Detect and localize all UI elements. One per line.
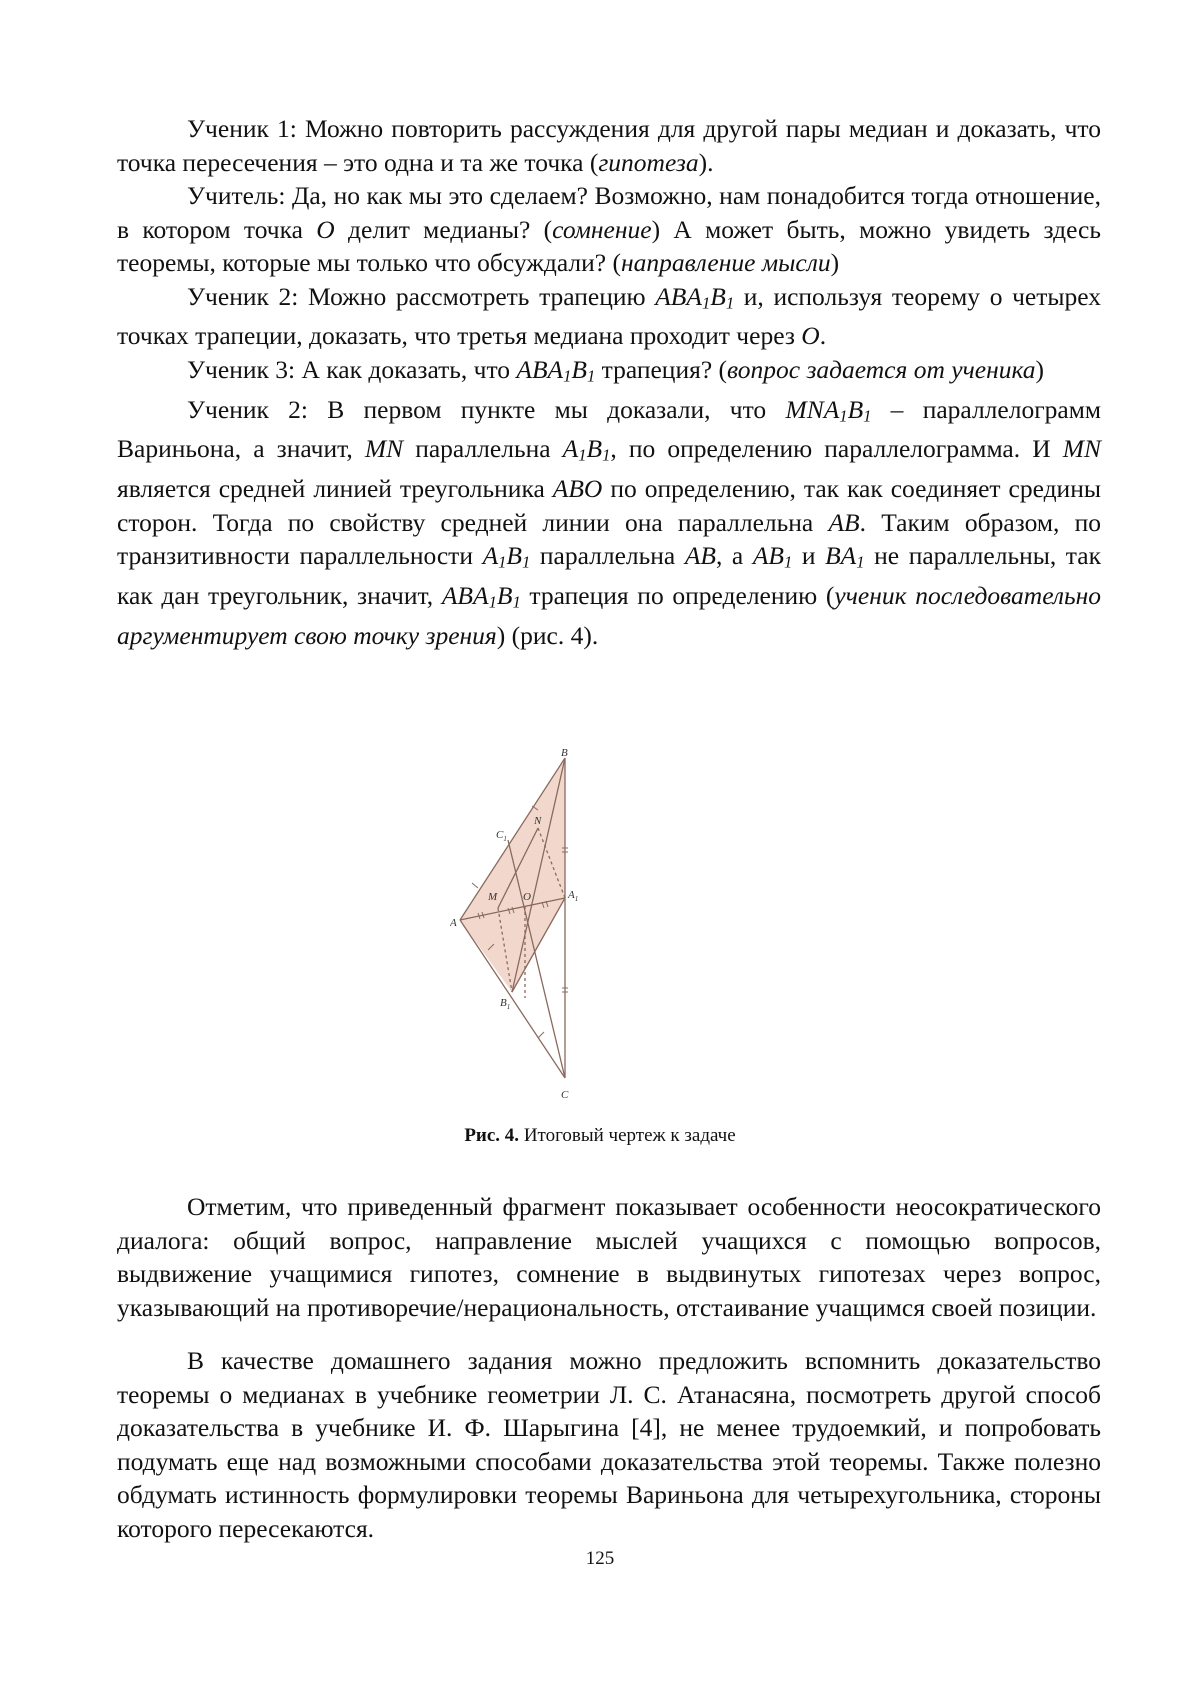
math: MN	[1062, 434, 1101, 464]
paragraph-teacher	[117, 179, 1101, 280]
text: и	[792, 541, 826, 571]
math: $A_1B_1$	[562, 434, 611, 465]
note: направление мысли	[620, 248, 831, 277]
text: по определению, так как соединяет средины сторон. Тогда по свойству средней линии она параллельна	[117, 474, 1101, 537]
math: $ABA_1B_1$	[516, 354, 596, 386]
math: O	[316, 214, 335, 244]
paragraph-homework: В качестве домашнего задания можно предложить вспомнить доказательство теоремы о медианах в учебнике геометрии Л. С. Атанасяна, посмотреть другой способ доказательства в учебнике И. Ф. Шарыгина [4], не менее трудоемкий, и попробовать подумать еще над возможными способами доказательства этой теоремы. Также полезно обдумать истинность формулировки теоремы Вариньона для четырехугольника, стороны которого пересекаются.	[117, 1346, 1101, 1543]
text: Можно рассмотреть трапецию	[298, 281, 656, 311]
label-n: N	[534, 815, 542, 827]
text: , по определению параллелограмма. И	[610, 434, 1063, 464]
math: $BA_1$	[825, 541, 865, 572]
page-number: 125	[585, 1548, 615, 1569]
paragraph-student2-b	[117, 393, 1101, 653]
caption-text: Итоговый чертеж к задаче	[519, 1125, 736, 1146]
text: ) (рис. 4).	[496, 620, 599, 650]
math: $ABA_1B_1$	[441, 581, 521, 612]
math: $AB_1$	[752, 541, 793, 572]
math: AB	[828, 507, 860, 537]
math: $MNA_1B_1$	[785, 394, 872, 425]
figure-triangle-diagram	[450, 748, 650, 1108]
text: А как доказать, что	[295, 354, 517, 384]
math: ABO	[552, 474, 603, 504]
trapezoid-fill	[460, 758, 565, 992]
speaker: Ученик 2:	[187, 281, 299, 311]
text: Да, но как мы это сделаем? Возможно, нам понадобится тогда отношение, в котором точка	[117, 181, 1101, 244]
text: )	[1035, 354, 1045, 384]
math: $A_1B_1$	[482, 541, 531, 572]
text: , а	[715, 541, 753, 571]
paragraph-conclusion: Отметим, что приведенный фрагмент показывает особенности неосократического диалога: общий вопрос, направление мыслей учащихся с помощью вопросов, выдвижение учащимися гипотез, сомнение в выдвинутых гипотезах через вопрос, указывающий на противоречие/нерациональность, отстаивание учащимся своей позиции.	[117, 1192, 1101, 1322]
text: В первом пункте мы доказали, что	[307, 394, 786, 424]
note: сомнение	[552, 214, 652, 244]
math: O	[801, 321, 820, 351]
text: . Таким образом, по транзитивности параллельности	[117, 507, 1101, 571]
text: )	[830, 248, 840, 277]
text: параллельна	[403, 434, 563, 464]
diagram-svg	[450, 748, 650, 1108]
label-c1: $C_1$	[496, 829, 507, 843]
text: трапеция по определению (	[520, 581, 835, 611]
note: ученик последовательно аргументирует свою точку зрения	[117, 581, 1102, 650]
lower-text	[117, 1190, 1101, 1545]
speaker: Ученик 3:	[187, 354, 296, 384]
math: MN	[364, 434, 404, 464]
text: трапеция? (	[595, 354, 728, 384]
upper-text	[117, 112, 1101, 652]
note: вопрос задается от ученика	[727, 354, 1036, 384]
speaker: Ученик 2:	[187, 394, 308, 424]
text: является средней линией треугольника	[117, 474, 553, 504]
speaker: Учитель:	[187, 181, 286, 210]
label-c: C	[561, 1089, 569, 1101]
text: ) А может быть, можно увидеть здесь теоремы, которые мы только что обсуждали? (	[117, 214, 1101, 277]
paragraph-student2-a	[117, 280, 1101, 353]
math: $ABA_1B_1$	[655, 281, 735, 312]
text: делит медианы? (	[334, 214, 553, 244]
text: – параллелограмм Вариньона, а значит,	[117, 394, 1102, 464]
paragraph-student1	[117, 112, 1101, 179]
label-b: B	[561, 748, 568, 759]
text: и, используя теорему о четырех точках трапеции, доказать, что третья медиана проходит через	[117, 281, 1101, 351]
caption-label: Рис. 4.	[464, 1125, 520, 1146]
text: не параллельны, так как дан треугольник, значит,	[117, 541, 1101, 611]
text: параллельна	[530, 541, 685, 571]
label-a1: $A_1$	[568, 889, 579, 903]
figure-caption	[0, 1125, 1200, 1147]
label-o: O	[523, 891, 531, 903]
speaker: Ученик 1:	[187, 114, 297, 143]
label-m: M	[488, 891, 498, 903]
text: ).	[698, 147, 714, 177]
text: .	[819, 321, 827, 351]
label-b1: $B_1$	[500, 997, 511, 1011]
math: AB	[684, 541, 716, 571]
paragraph-student3	[117, 353, 1101, 393]
text: Можно повторить рассуждения для другой пары медиан и доказать, что точка пересечения – это одна и та же точка (	[117, 114, 1101, 177]
note: гипотеза	[598, 147, 699, 177]
label-a: A	[450, 917, 457, 929]
